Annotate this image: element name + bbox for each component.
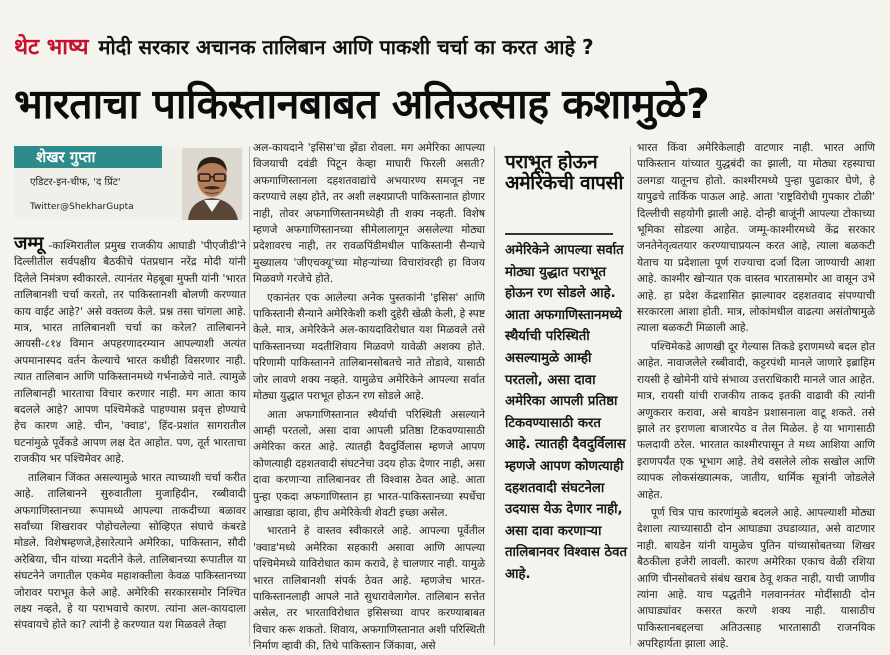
dateline: जम्मू	[14, 233, 44, 254]
article-paragraph: जम्मू -काश्मिरातील प्रमुख राजकीय आघाडी 'पीएजीडी'ने दिल्लीतील सर्वपक्षीय बैठकीचे पंतप्रधान नरेंद्र मोदी यांनी दिलेले निमंत्रण स्वीकारले. त्यानंतर मेहबूबा मुफ्ती यांनी 'भारत तालिबानशी चर्चा करतो, तर पाकिस्तानशी बोलणी करण्यात काय वाईट आहे?' असे वक्तव्य केले. प्रश्न तसा चांगला आहे. मात्र, भारत तालिबानशी चर्चा का करेल? तालिबानने आयसी-८१४ विमान अपहरणादरम्यान आपल्याशी अत्यंत अपमानास्पद वर्तन केल्याचे भारत कधीही विसरणार नाही. त्यात तालिबान आणि पाकिस्तानमध्ये गर्भनाळेचे नाते. त्यामुळे तालिबानही भारताचा विचार करणार नाही. मग आता काय बदलले आहे? आपण पश्चिमेकडे पाहण्यास प्रवृत्त होण्याचे हेच कारण आहे. चीन, 'क्वाड', हिंद-प्रशांत सागरातील घटनांमुळे पूर्वेकडे आपण लक्ष देत आहोत. पण, तूर्त भारताचा राजकीय भर पश्चिमेवर आहे.	[14, 233, 246, 466]
pull-quote-body: अमेरिकेने आपल्या सर्वात मोठ्या युद्धात पराभूत होऊन रण सोडले आहे. आता अफगाणिस्तानमध्ये स्थैर्याची परिस्थिती असल्यामुळे आम्ही परतलो, असा दावा अमेरिका आपली प्रतिष्ठा टिकवण्यासाठी करत आहे. त्यातही दैवदुर्विलास म्हणजे आपण कोणत्याही दहशतवादी संघटनेला उदयास येऊ देणार नाही, असा दावा करणाऱ्या तालिबानवर विश्वास ठेवत आहे.	[505, 243, 627, 582]
column-divider	[630, 146, 631, 646]
column-divider	[249, 146, 250, 646]
article-paragraph: भारताने हे वास्तव स्वीकारले आहे. आपल्या पूर्वेतील 'क्वाड'मध्ये अमेरिका सहकारी असावा आणि आपल्या पश्चिमेमध्ये याविरोधात काम करावे, हे चालणार नाही. यामुळे भारत तालिबानशी संपर्क ठेवत आहे. म्हणजेच भारत-पाकिस्तानलाही आपले नाते सुधारावेलागेल. तालिबान सत्तेत असेल, तर भारताविरोधात इसिसच्या वापर करण्याबाबत विचार करू शकतो. शिवाय, अफगाणिस्तानात अशी परिस्थिती निर्माण व्हावी की, तिथे पाकिस्तान जिंकावा, असे	[253, 525, 485, 653]
author-name: शेखर गुप्ता	[14, 146, 162, 168]
author-photo	[182, 148, 242, 220]
column-divider	[494, 146, 495, 646]
article-paragraph: भारत किंवा अमेरिकेलाही वाटणार नाही. भारत आणि पाकिस्तान यांच्यात युद्धबंदी का झाली, या मोठ्या रहस्याचा उलगडा यातूनच होतो. काश्मीरमध्ये पुन्हा पुढाकार घेणे, हे यापुढचे तार्किक पाऊल आहे. आता 'राष्ट्रविरोधी गुपकार टोळी' दिल्लीची सहयोगी झाली आहे. दोन्ही बाजूंनी आपल्या टोकाच्या भूमिका सोडल्या आहेत. जम्मू-काश्मीरमध्ये केंद्र सरकार जनतेनेतृत्वतयार करण्याचाप्रयत्न करत आहे, त्याला बळकटी येताच या प्रदेशाला पूर्ण राज्याचा दर्जा दिला जाण्याची आशा आहे. काश्मीर खोऱ्यात एक वास्तव भारतासमोर आ वासून उभे आहे. हा प्रदेश केंद्रशासित झाल्यावर दहशतवाद संपण्याची सरकारला आशा होती. मात्र, लोकांमधील वाढत्या असंतोषामुळे त्याला बळकटी मिळाली आहे.	[637, 142, 875, 335]
kicker-row	[14, 26, 880, 66]
article-paragraph: आता अफगाणिस्तानात स्थैर्याची परिस्थिती असल्याने आम्ही परतलो, असा दावा आपली प्रतिष्ठा टिकवण्यासाठी अमेरिका करत आहे. त्यातही दैवदुर्विलास म्हणजे आपण कोणत्याही दहशतवादी संघटनेचा उदय होऊ देणार नाही, असा दावा करणाऱ्या तालिबानवर ती विश्वास ठेवत आहे. आता पुन्हा एकदा अफगाणिस्तान हा भारत-पाकिस्तानच्या स्पर्धेचा आखाडा व्हावा, हीच अमेरिकेची शेवटी इच्छा असेल.	[253, 408, 485, 519]
article-column-1	[14, 233, 246, 634]
article-column-2	[253, 140, 485, 655]
column-brand: थेट भाष्य	[14, 35, 89, 60]
author-box	[14, 146, 244, 218]
pull-quote-title: पराभूत होऊन अमेरिकेची वापसी	[505, 151, 624, 194]
article-paragraph: पूर्ण चित्र पाच कारणांमुळे बदलले आहे. आपल्याशी मोठ्या देशाला त्याच्यासाठी दोन आघाड्या उघडाव्यात, असे वाटणार नाही. बायडेन यांनी यामुळेच पुतिन यांच्यासोबतच्या शिखर बैठकीला हजेरी लावली. कारण अमेरिका एकाच वेळी रशिया आणि चीनसोबतचे संबंध खराब ठेवू शकत नाही, याची जाणीव त्यांना आहे. याच पद्धतीने गलवाननंतर मोदींसाठी दोन आघाड्यांवर कसरत करणे शक्य नाही. यासाठीच पाकिस्तानबद्दलचा अतिउत्साह भारतासाठी राजनयिक अपरिहार्यता झाला आहे.	[637, 506, 875, 651]
article-paragraph: एकानंतर एक आलेल्या अनेक पुस्तकांनी 'इसिस' आणि पाकिस्तानी सैन्याने अमेरिकेशी कशी दुहेरी खेळी केली, हे स्पष्ट केले. मात्र, अमेरिकेने अल-कायदाविरोधात यश मिळवले तसे पाकिस्तानच्या मदतीशिवाय मिळवणे यावेळी अशक्य होते. परिणामी पाकिस्तानने तालिबानसोबतचे नाते तोडावे, यासाठी जोर लावणे शक्य नव्हते. यामुळेच अमेरिकेने आपल्या सर्वात मोठ्या युद्धात पराभूत होऊन रण सोडले आहे.	[253, 291, 485, 403]
author-role: एडिटर-इन-चीफ, 'द प्रिंट'	[30, 177, 121, 188]
main-headline: भारताचा पाकिस्तानबाबत अतिउत्साह कशामुळे?	[14, 80, 710, 128]
author-portrait-icon	[182, 148, 242, 220]
article-paragraph: अल-कायदाने 'इसिस'चा झेंडा रोवला. मग अमेरिका आपल्या विजयाची दवंडी पिटून केव्हा माघारी फिरली असती? अफगाणिस्तानला दहशतवाद्यांचे अभयारण्य समजून नष्ट करण्याचे लक्ष्य होते, तर अशी लक्ष्यप्राप्ती पाकिस्तानात होणार नाही, तोवर अफगाणिस्तानमध्येही ती शक्य नव्हती. विशेष म्हणजे अफगाणिस्तानच्या सीमेलालागून असलेल्या मोठ्या प्रदेशावरच नाही, तर रावळपिंडीमधील पाकिस्तानी सैन्याचे मुख्यालय 'जीएचक्यू'च्या मोहऱ्यांच्या विचारांवरही हा विजय मिळवणे गरजेचे होते.	[253, 142, 485, 286]
article-paragraph: तालिबान जिंकत असल्यामुळे भारत त्याच्याशी चर्चा करीत आहे. तालिबानने सुरुवातीला मुजाहिदीन, रब्बीवादी अफगाणिस्तानच्या रूपामध्ये आपल्या ताकदीच्या बळावर सर्वांच्या शिखरावर पोहोचलेल्या सोव्हिएत संघाचे कंबरडे मोडले. विशेषम्हणजे,हेसारेत्याने अमेरिका, पाकिस्तान, सौदी अरेबिया, चीन यांच्या मदतीने केले. तालिबानच्या रूपातील या संघटनेने जगातील एकमेव महाशक्तीला केवळ पाकिस्तानच्या जोरावर पराभूत केले आहे. अमेरिकी सरकारसमोर निश्चित लक्ष्य नव्हते, हे या पराभवाचे कारण. त्यांना अल-कायदाला संपवायचे होते का? त्यांनी हे करण्यात यश मिळवले तेव्हा	[14, 471, 246, 632]
article-paragraph: पश्चिमेकडे आणखी दूर गेल्यास तिकडे इराणमध्ये बदल होत आहेत. नावाजलेले रब्बीवादी, कट्टरपंथी मानले जाणारे इब्राहिम रायसी हे खोमेनी यांचे संभाव्य उत्तराधिकारी मानले जात आहेत. मात्र, रायसी यांची राजकीय ताकद इतकी वाढावी की त्यांनी अणुकरार करावा, असे बायडेन प्रशासनाला वाटू शकते. तसे झाले तर इराणला बाजारपेठ व तेल मिळेल. हे या भागासाठी फलदायी ठरेल. भारतात काश्मीरपासून ते मध्य आशिया आणि इराणपर्यंत एक भूभाग आहे. तेथे वसलेले लोक सखोल आणि व्यापक लोकसंख्यात्मक, जातीय, धार्मिक सूत्रांनी जोडलेले आहेत.	[637, 340, 875, 501]
kicker-headline: मोदी सरकार अचानक तालिबान आणि पाकशी चर्चा का करत आहे ?	[98, 34, 594, 59]
article-column-4	[637, 140, 875, 653]
pull-quote-rule	[505, 233, 613, 235]
author-handle: Twitter@ShekharGupta	[30, 202, 134, 212]
